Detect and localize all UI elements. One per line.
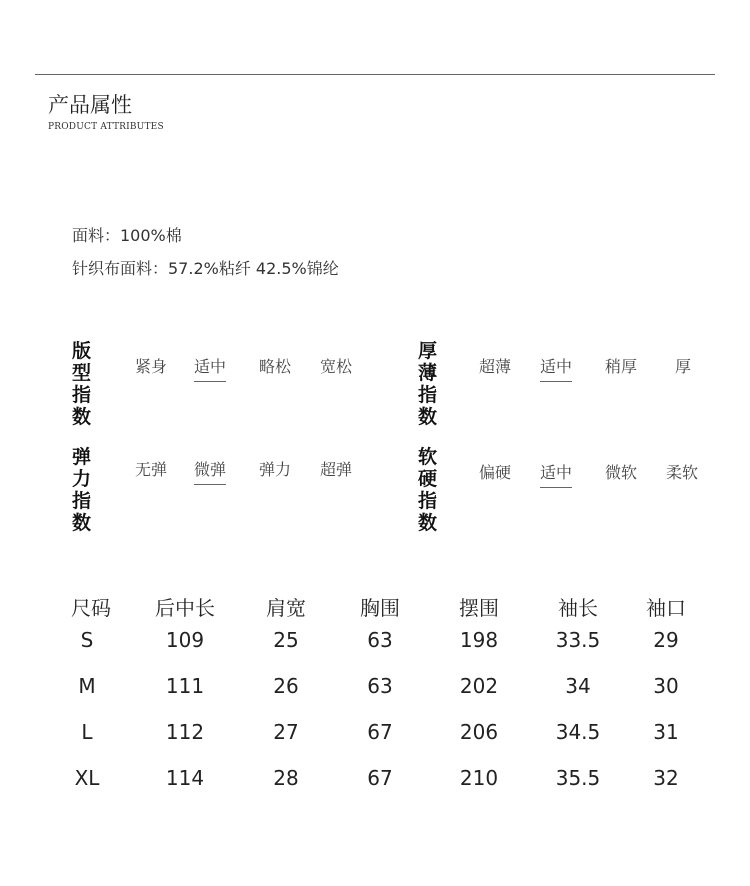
cell-sleeve-length: 34 xyxy=(565,674,591,698)
softness-index-label-line2: 指数 xyxy=(418,490,438,534)
cell-back-length: 112 xyxy=(165,720,205,744)
cell-size: M xyxy=(78,674,96,698)
fit-index-label xyxy=(72,340,91,428)
fit-option-2-selected: 适中 xyxy=(194,354,226,382)
cell-shoulder: 25 xyxy=(273,628,299,652)
elasticity-index-label-line2: 指数 xyxy=(72,490,92,534)
header-cuff: 袖口 xyxy=(646,596,686,620)
fit-option-1: 紧身 xyxy=(135,357,168,376)
cell-chest: 63 xyxy=(367,628,393,652)
cell-sleeve-length: 35.5 xyxy=(555,766,601,790)
elasticity-index-label-line1: 弹力 xyxy=(72,446,92,490)
cell-sleeve-length: 34.5 xyxy=(555,720,601,744)
material-line-knit: 针织布面料：57.2%粘纤 42.5%锦纶 xyxy=(72,259,339,278)
header-sleeve-length: 袖长 xyxy=(558,596,598,620)
thickness-option-4: 厚 xyxy=(675,357,692,376)
cell-shoulder: 27 xyxy=(273,720,299,744)
softness-option-4: 柔软 xyxy=(666,463,699,482)
elasticity-option-3: 弹力 xyxy=(259,460,292,479)
fit-option-4: 宽松 xyxy=(320,357,353,376)
cell-size: L xyxy=(81,720,93,744)
thickness-index-label-line1: 厚薄 xyxy=(418,340,438,384)
cell-hem: 206 xyxy=(459,720,499,744)
thickness-option-2-selected: 适中 xyxy=(540,354,572,382)
thickness-index-label xyxy=(418,340,437,428)
section-title: 产品属性 xyxy=(48,93,132,117)
elasticity-index-label xyxy=(72,446,91,534)
cell-size: XL xyxy=(74,766,100,790)
softness-option-3: 微软 xyxy=(605,463,638,482)
elasticity-option-4: 超弹 xyxy=(320,460,353,479)
thickness-option-1: 超薄 xyxy=(479,357,512,376)
cell-chest: 67 xyxy=(367,720,393,744)
cell-hem: 210 xyxy=(459,766,499,790)
cell-cuff: 30 xyxy=(653,674,679,698)
cell-cuff: 29 xyxy=(653,628,679,652)
cell-back-length: 109 xyxy=(165,628,205,652)
softness-index-label xyxy=(418,446,437,534)
cell-size: S xyxy=(80,628,94,652)
cell-cuff: 32 xyxy=(653,766,679,790)
header-hem: 摆围 xyxy=(459,596,499,620)
fit-index-label-line1: 版型 xyxy=(72,340,92,384)
cell-shoulder: 26 xyxy=(273,674,299,698)
cell-back-length: 111 xyxy=(165,674,205,698)
header-shoulder: 肩宽 xyxy=(266,596,306,620)
header-back-length: 后中长 xyxy=(155,596,215,620)
fit-index-label-line2: 指数 xyxy=(72,384,92,428)
fit-option-3: 略松 xyxy=(259,357,292,376)
cell-back-length: 114 xyxy=(165,766,205,790)
thickness-option-3: 稍厚 xyxy=(605,357,638,376)
cell-cuff: 31 xyxy=(653,720,679,744)
section-subtitle: PRODUCT ATTRIBUTES xyxy=(48,122,164,132)
header-chest: 胸围 xyxy=(360,596,400,620)
material-line-fabric: 面料：100%棉 xyxy=(72,226,182,245)
softness-option-2-selected: 适中 xyxy=(540,460,572,488)
softness-option-1: 偏硬 xyxy=(479,463,512,482)
header-size: 尺码 xyxy=(71,596,111,620)
cell-chest: 63 xyxy=(367,674,393,698)
elasticity-option-1: 无弹 xyxy=(135,460,168,479)
softness-index-label-line1: 软硬 xyxy=(418,446,438,490)
elasticity-option-2-selected: 微弹 xyxy=(194,457,226,485)
cell-chest: 67 xyxy=(367,766,393,790)
cell-shoulder: 28 xyxy=(273,766,299,790)
cell-sleeve-length: 33.5 xyxy=(555,628,601,652)
thickness-index-label-line2: 指数 xyxy=(418,384,438,428)
cell-hem: 202 xyxy=(459,674,499,698)
cell-hem: 198 xyxy=(459,628,499,652)
top-divider xyxy=(35,74,715,75)
